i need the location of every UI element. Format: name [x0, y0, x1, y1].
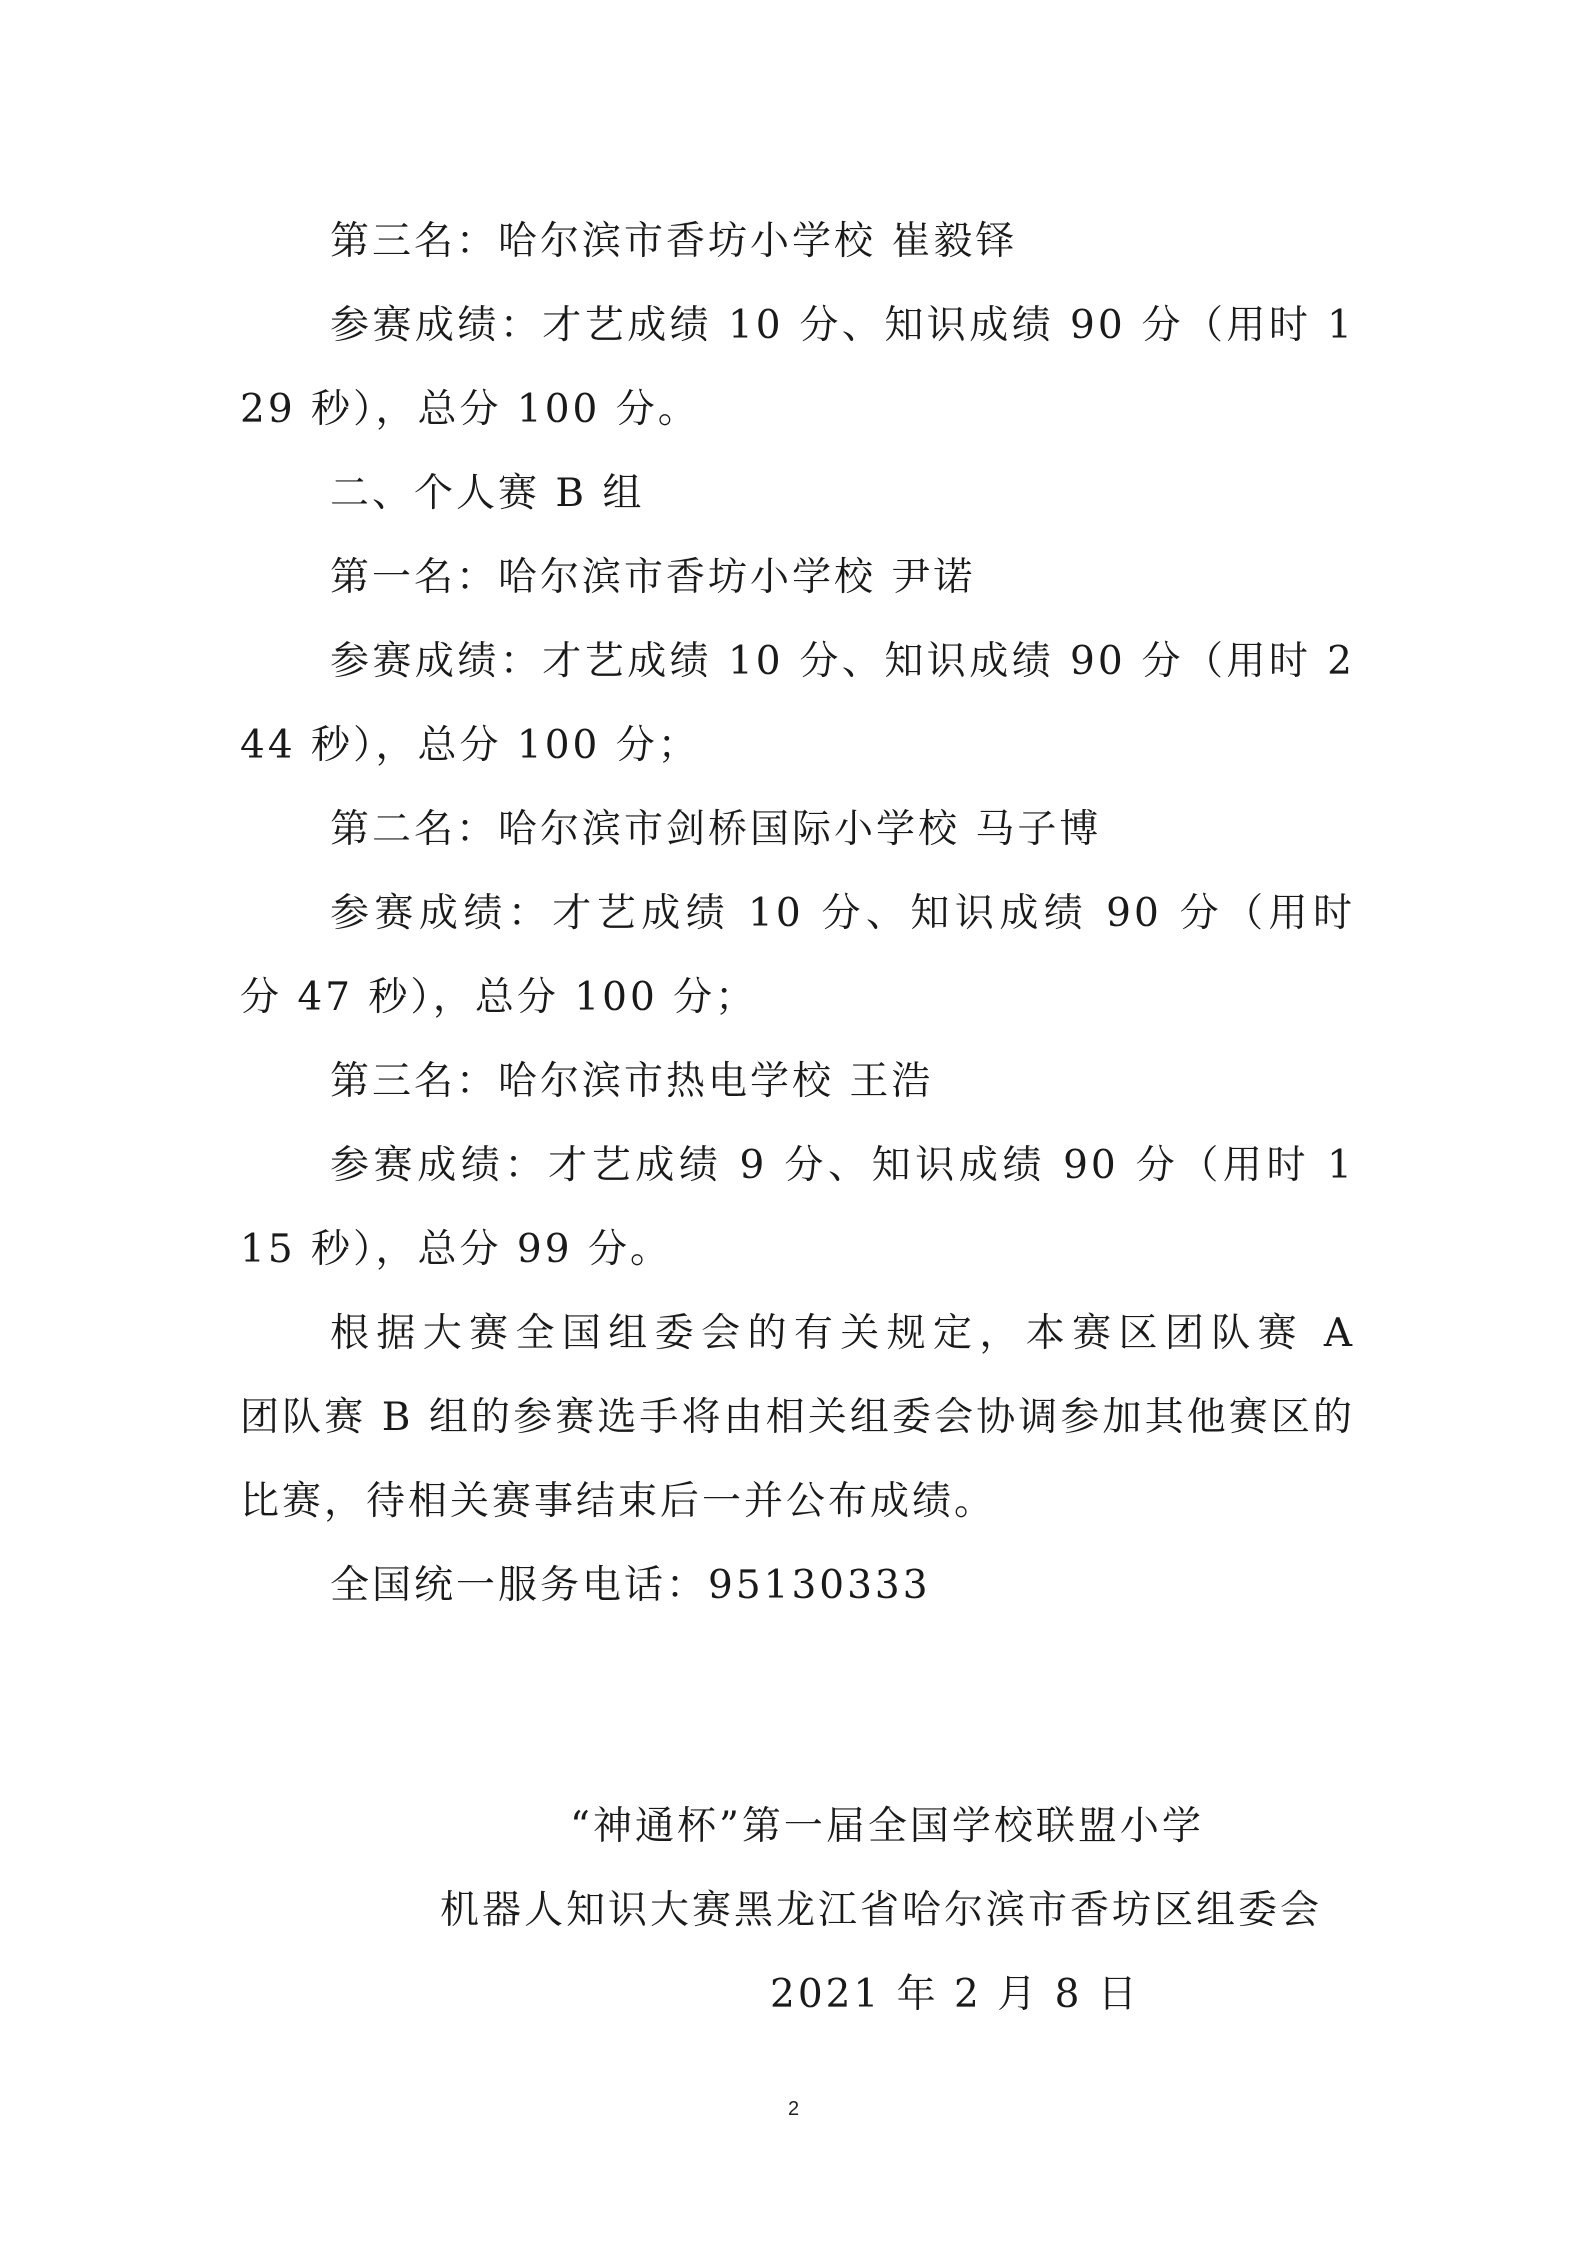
- score-line: 参赛成绩：才艺成绩 10 分、知识成绩 90 分（用时 1: [330, 303, 1355, 348]
- notice-paragraph-line: 根据大赛全国组委会的有关规定，本赛区团队赛 A: [330, 1311, 1355, 1356]
- notice-paragraph-line: 团队赛 B 组的参赛选手将由相关组委会协调参加其他赛区的: [240, 1395, 1355, 1440]
- service-phone: 全国统一服务电话：95130333: [330, 1563, 931, 1608]
- score-line: 参赛成绩：才艺成绩 9 分、知识成绩 90 分（用时 1: [330, 1143, 1355, 1188]
- page-number: 2: [787, 2098, 800, 2120]
- score-line: 参赛成绩：才艺成绩 10 分、知识成绩 90 分（用时: [330, 891, 1355, 936]
- first-place-b: 第一名：哈尔滨市香坊小学校 尹诺: [330, 555, 976, 600]
- score-line-cont: 15 秒），总分 99 分。: [240, 1227, 672, 1272]
- score-line: 参赛成绩：才艺成绩 10 分、知识成绩 90 分（用时 2: [330, 639, 1355, 684]
- signature-block: [440, 1785, 1355, 2037]
- organizer-line-1: “神通杯”第一届全国学校联盟小学: [570, 1804, 1204, 1849]
- third-place-b: 第三名：哈尔滨市热电学校 王浩: [330, 1059, 934, 1104]
- second-place-b: 第二名：哈尔滨市剑桥国际小学校 马子博: [330, 807, 1102, 852]
- notice-paragraph-line: 比赛，待相关赛事结束后一并公布成绩。: [240, 1479, 997, 1524]
- organizer-line-2: 机器人知识大赛黑龙江省哈尔滨市香坊区组委会: [440, 1888, 1323, 1933]
- section-heading: 二、个人赛 B 组: [330, 471, 645, 516]
- third-place-a: 第三名：哈尔滨市香坊小学校 崔毅铎: [330, 219, 1018, 264]
- document-body: [240, 200, 1355, 1628]
- score-line-cont: 44 秒），总分 100 分；: [240, 723, 700, 768]
- score-line-cont: 分 47 秒），总分 100 分；: [240, 975, 758, 1020]
- signature-date: 2021 年 2 月 8 日: [770, 1972, 1140, 2017]
- score-line-cont: 29 秒），总分 100 分。: [240, 387, 700, 432]
